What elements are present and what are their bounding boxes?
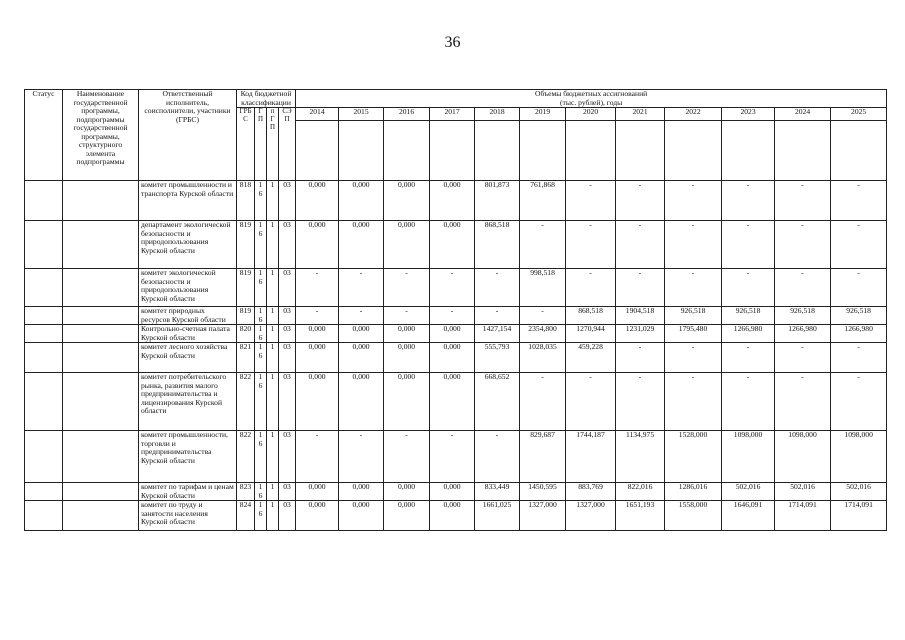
table-row [25, 221, 887, 269]
row-value-2024: 502,016 [775, 483, 831, 501]
row-status-cell [25, 269, 63, 307]
table-row [25, 483, 887, 501]
row-value-2016: 0,000 [384, 373, 430, 431]
header-year: 2015 [339, 108, 384, 121]
row-executor: комитет природных ресурсов Курской области [139, 307, 237, 325]
page-number: 36 [444, 34, 461, 51]
row-value-2024: - [775, 181, 831, 221]
row-value-2025: 1266,980 [831, 325, 887, 343]
row-value-2023: - [722, 269, 775, 307]
table-row [25, 181, 887, 221]
row-value-2015: 0,000 [339, 325, 384, 343]
row-value-2022: - [665, 221, 722, 269]
row-value-2020: - [566, 181, 616, 221]
table-row [25, 501, 887, 531]
row-value-2018: 1427,154 [475, 325, 520, 343]
row-value-2019: - [520, 373, 566, 431]
header-year: 2025 [831, 108, 887, 121]
header-row-1 [25, 90, 887, 108]
header-year: 2018 [475, 108, 520, 121]
row-value-2016: 0,000 [384, 501, 430, 531]
header-code-gp: ГП [255, 108, 267, 181]
row-value-2019: 761,868 [520, 181, 566, 221]
row-value-2024: - [775, 221, 831, 269]
row-value-2019: 1028,035 [520, 343, 566, 373]
row-value-2020: 459,228 [566, 343, 616, 373]
row-code-gp: 16 [255, 325, 267, 343]
header-year: 2024 [775, 108, 831, 121]
row-code-grbs: 824 [237, 501, 255, 531]
row-code-sep: 03 [279, 343, 296, 373]
row-value-2022: - [665, 269, 722, 307]
row-value-2015: 0,000 [339, 181, 384, 221]
header-volumes-title: Объемы бюджетных ассигнований [535, 89, 648, 98]
row-value-2018: - [475, 307, 520, 325]
header-year: 2016 [384, 108, 430, 121]
header-year-spacer [665, 121, 722, 181]
row-code-gp: 16 [255, 181, 267, 221]
row-executor: комитет лесного хозяйства Курской области [139, 343, 237, 373]
row-value-2016: 0,000 [384, 343, 430, 373]
row-value-2024: 926,518 [775, 307, 831, 325]
row-value-2023: 1266,980 [722, 325, 775, 343]
row-value-2023: - [722, 221, 775, 269]
header-year-spacer [566, 121, 616, 181]
table-row [25, 431, 887, 483]
row-value-2014: 0,000 [296, 373, 339, 431]
row-value-2021: - [616, 181, 665, 221]
row-value-2016: 0,000 [384, 325, 430, 343]
row-value-2019: 2354,800 [520, 325, 566, 343]
row-value-2020: - [566, 221, 616, 269]
row-code-gp: 16 [255, 343, 267, 373]
row-value-2021: - [616, 269, 665, 307]
row-value-2019: 1450,595 [520, 483, 566, 501]
row-value-2022: - [665, 181, 722, 221]
row-value-2025: - [831, 181, 887, 221]
row-value-2016: - [384, 307, 430, 325]
row-executor: Контрольно-счетная палата Курской области [139, 325, 237, 343]
row-value-2023: 926,518 [722, 307, 775, 325]
row-code-sep: 03 [279, 181, 296, 221]
row-code-gp: 16 [255, 483, 267, 501]
row-value-2021: 822,016 [616, 483, 665, 501]
row-value-2025: 1714,091 [831, 501, 887, 531]
row-value-2024: - [775, 269, 831, 307]
row-value-2023: - [722, 373, 775, 431]
row-value-2023: 502,016 [722, 483, 775, 501]
row-value-2017: - [430, 307, 475, 325]
row-value-2017: 0,000 [430, 373, 475, 431]
row-value-2020: 1744,187 [566, 431, 616, 483]
row-code-gp: 16 [255, 373, 267, 431]
row-executor: комитет по тарифам и ценам Курской области [139, 483, 237, 501]
row-code-pgp: 1 [267, 269, 279, 307]
row-status-cell [25, 325, 63, 343]
row-code-sep: 03 [279, 431, 296, 483]
row-value-2017: 0,000 [430, 181, 475, 221]
row-value-2014: - [296, 269, 339, 307]
row-value-2015: 0,000 [339, 343, 384, 373]
row-value-2022: 926,518 [665, 307, 722, 325]
row-value-2025: 926,518 [831, 307, 887, 325]
row-value-2019: 829,687 [520, 431, 566, 483]
row-value-2014: 0,000 [296, 343, 339, 373]
row-program-cell [63, 221, 139, 269]
row-value-2024: 1266,980 [775, 325, 831, 343]
row-code-grbs: 819 [237, 221, 255, 269]
table-row [25, 269, 887, 307]
row-value-2018: 868,518 [475, 221, 520, 269]
row-value-2015: 0,000 [339, 501, 384, 531]
row-value-2017: 0,000 [430, 343, 475, 373]
row-code-sep: 03 [279, 325, 296, 343]
row-code-sep: 03 [279, 373, 296, 431]
row-value-2020: 883,769 [566, 483, 616, 501]
row-code-pgp: 1 [267, 373, 279, 431]
row-program-cell [63, 431, 139, 483]
row-value-2020: - [566, 373, 616, 431]
row-code-sep: 03 [279, 483, 296, 501]
row-code-pgp: 1 [267, 483, 279, 501]
budget-table [24, 89, 887, 531]
row-code-sep: 03 [279, 221, 296, 269]
row-code-pgp: 1 [267, 307, 279, 325]
row-code-gp: 16 [255, 221, 267, 269]
row-value-2024: 1714,091 [775, 501, 831, 531]
row-executor: комитет экологической безопасности и природопользования Курской области [139, 269, 237, 307]
header-year-spacer [722, 121, 775, 181]
row-value-2017: - [430, 269, 475, 307]
row-value-2016: 0,000 [384, 483, 430, 501]
row-code-sep: 03 [279, 501, 296, 531]
row-code-pgp: 1 [267, 221, 279, 269]
row-value-2025: 1098,000 [831, 431, 887, 483]
row-value-2024: 1098,000 [775, 431, 831, 483]
row-value-2023: - [722, 343, 775, 373]
row-value-2014: 0,000 [296, 325, 339, 343]
row-value-2018: 833,449 [475, 483, 520, 501]
row-code-grbs: 819 [237, 269, 255, 307]
row-code-grbs: 823 [237, 483, 255, 501]
row-code-grbs: 822 [237, 431, 255, 483]
header-code-sep: СЭП [279, 108, 296, 181]
row-value-2017: 0,000 [430, 221, 475, 269]
row-value-2022: - [665, 373, 722, 431]
row-value-2021: 1651,193 [616, 501, 665, 531]
row-code-gp: 16 [255, 501, 267, 531]
row-code-gp: 16 [255, 431, 267, 483]
row-value-2014: 0,000 [296, 483, 339, 501]
table-row [25, 325, 887, 343]
header-status: Статус [25, 90, 63, 181]
row-code-sep: 03 [279, 269, 296, 307]
header-code-grbs: ГРБС [237, 108, 255, 181]
row-executor: комитет промышленности, торговли и предпринимательства Курской области [139, 431, 237, 483]
row-value-2016: 0,000 [384, 221, 430, 269]
row-program-cell [63, 181, 139, 221]
row-value-2018: - [475, 431, 520, 483]
row-value-2022: - [665, 343, 722, 373]
row-code-grbs: 821 [237, 343, 255, 373]
row-status-cell [25, 431, 63, 483]
header-year: 2020 [566, 108, 616, 121]
row-status-cell [25, 343, 63, 373]
row-code-gp: 16 [255, 307, 267, 325]
row-value-2022: 1286,016 [665, 483, 722, 501]
row-value-2014: 0,000 [296, 501, 339, 531]
row-value-2017: - [430, 431, 475, 483]
header-year: 2017 [430, 108, 475, 121]
row-value-2023: 1646,091 [722, 501, 775, 531]
row-value-2021: 1231,029 [616, 325, 665, 343]
row-value-2022: 1795,480 [665, 325, 722, 343]
row-value-2021: - [616, 373, 665, 431]
row-value-2021: 1134,975 [616, 431, 665, 483]
row-status-cell [25, 373, 63, 431]
header-volumes-unit: (тыс. рублей), годы [560, 97, 623, 107]
row-value-2016: 0,000 [384, 181, 430, 221]
header-year-spacer [296, 121, 339, 181]
row-value-2017: 0,000 [430, 501, 475, 531]
row-executor: комитет потребительского рынка, развития малого предпринимательства и лицензирования Курской области [139, 373, 237, 431]
row-program-cell [63, 483, 139, 501]
row-value-2014: - [296, 431, 339, 483]
row-code-grbs: 818 [237, 181, 255, 221]
row-status-cell [25, 483, 63, 501]
row-value-2014: 0,000 [296, 221, 339, 269]
header-executor: Ответственный исполнитель, соисполнители, участники (ГРБС) [139, 90, 237, 181]
row-value-2018: 555,793 [475, 343, 520, 373]
row-value-2020: 1270,944 [566, 325, 616, 343]
header-year-spacer [384, 121, 430, 181]
row-executor: комитет по труду и занятости населения Курской области [139, 501, 237, 531]
row-status-cell [25, 307, 63, 325]
table-body [25, 181, 887, 531]
header-volumes [296, 90, 887, 108]
row-value-2023: 1098,000 [722, 431, 775, 483]
header-year: 2019 [520, 108, 566, 121]
row-value-2015: - [339, 431, 384, 483]
row-program-cell [63, 325, 139, 343]
row-value-2025: 502,016 [831, 483, 887, 501]
header-year-spacer [475, 121, 520, 181]
row-value-2019: 1327,000 [520, 501, 566, 531]
row-value-2020: - [566, 269, 616, 307]
header-year-spacer [520, 121, 566, 181]
row-program-cell [63, 343, 139, 373]
header-year-spacer [616, 121, 665, 181]
row-value-2015: - [339, 269, 384, 307]
header-year-spacer [831, 121, 887, 181]
row-value-2019: - [520, 221, 566, 269]
row-value-2025: - [831, 269, 887, 307]
row-status-cell [25, 221, 63, 269]
row-value-2024: - [775, 343, 831, 373]
row-value-2022: 1528,000 [665, 431, 722, 483]
row-code-pgp: 1 [267, 431, 279, 483]
row-value-2021: - [616, 221, 665, 269]
header-year: 2023 [722, 108, 775, 121]
row-code-pgp: 1 [267, 181, 279, 221]
row-status-cell [25, 501, 63, 531]
header-year: 2022 [665, 108, 722, 121]
row-program-cell [63, 269, 139, 307]
row-value-2015: 0,000 [339, 373, 384, 431]
row-value-2017: 0,000 [430, 483, 475, 501]
header-program-name: Наименование государственной программы, подпрограммы государственной программы, структурного элемента подпрограммы [63, 90, 139, 181]
row-value-2021: - [616, 343, 665, 373]
header-code-pgp: пГП [267, 108, 279, 181]
row-code-gp: 16 [255, 269, 267, 307]
row-code-pgp: 1 [267, 325, 279, 343]
header-year-spacer [430, 121, 475, 181]
row-program-cell [63, 307, 139, 325]
row-value-2018: 668,652 [475, 373, 520, 431]
table-row [25, 307, 887, 325]
row-executor: департамент экологической безопасности и природопользования Курской области [139, 221, 237, 269]
row-value-2021: 1904,518 [616, 307, 665, 325]
row-code-grbs: 819 [237, 307, 255, 325]
row-status-cell [25, 181, 63, 221]
row-value-2015: 0,000 [339, 221, 384, 269]
row-program-cell [63, 373, 139, 431]
header-year: 2021 [616, 108, 665, 121]
header-year: 2014 [296, 108, 339, 121]
row-value-2025: - [831, 373, 887, 431]
header-budget-code: Код бюджетной классификации [237, 90, 296, 108]
row-code-pgp: 1 [267, 501, 279, 531]
row-value-2023: - [722, 181, 775, 221]
row-value-2018: 1661,025 [475, 501, 520, 531]
table-row [25, 373, 887, 431]
row-value-2024: - [775, 373, 831, 431]
header-year-spacer [775, 121, 831, 181]
row-value-2019: - [520, 307, 566, 325]
row-code-grbs: 822 [237, 373, 255, 431]
row-value-2016: - [384, 431, 430, 483]
row-value-2025: - [831, 221, 887, 269]
row-value-2018: 801,873 [475, 181, 520, 221]
row-value-2014: 0,000 [296, 181, 339, 221]
row-program-cell [63, 501, 139, 531]
row-value-2020: 1327,000 [566, 501, 616, 531]
row-code-grbs: 820 [237, 325, 255, 343]
row-executor: комитет промышленности и транспорта Курской области [139, 181, 237, 221]
row-value-2019: 998,518 [520, 269, 566, 307]
row-value-2025: - [831, 343, 887, 373]
row-value-2015: 0,000 [339, 483, 384, 501]
row-value-2015: - [339, 307, 384, 325]
row-value-2017: 0,000 [430, 325, 475, 343]
row-value-2018: - [475, 269, 520, 307]
row-value-2020: 868,518 [566, 307, 616, 325]
table-row [25, 343, 887, 373]
row-value-2016: - [384, 269, 430, 307]
row-code-pgp: 1 [267, 343, 279, 373]
row-value-2022: 1558,000 [665, 501, 722, 531]
row-code-sep: 03 [279, 307, 296, 325]
row-value-2014: - [296, 307, 339, 325]
header-year-spacer [339, 121, 384, 181]
